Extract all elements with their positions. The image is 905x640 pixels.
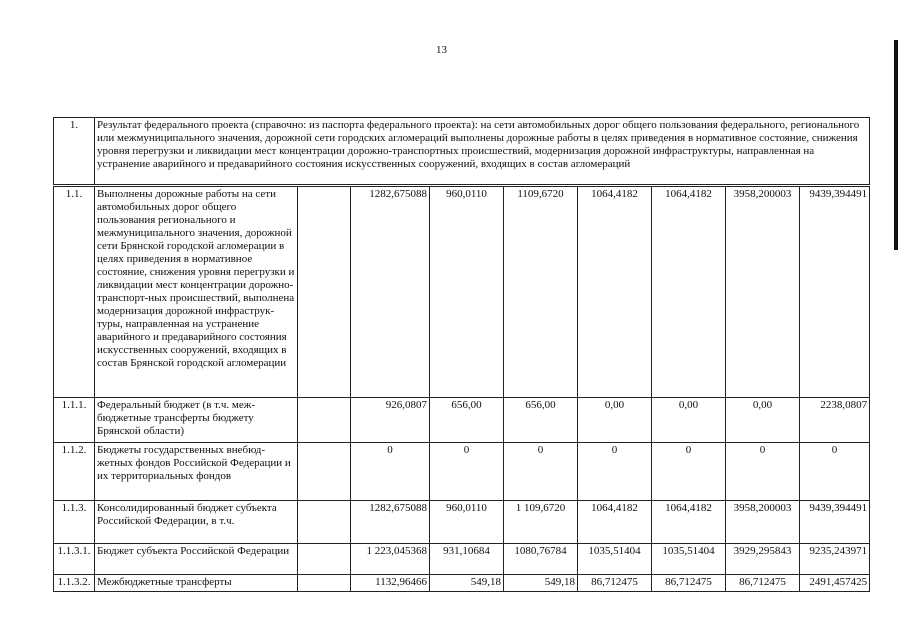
value-cell: 1064,4182 (652, 501, 726, 544)
value-cell: 960,0110 (430, 501, 504, 544)
table-row (54, 575, 870, 592)
row-code: 1.1.2. (54, 443, 95, 501)
row-name: Межбюджетные трансферты (95, 575, 298, 592)
value-cell: 656,00 (504, 398, 578, 443)
value-cell: 1080,76784 (504, 544, 578, 575)
value-cell: 0 (504, 443, 578, 501)
budget-table (53, 117, 870, 592)
row-name: Выполнены дорожные работы на сети автомобильных дорог общего пользования регионального и межмуниципального значения, дорожной сети Брянской городской агломерации в целях приведения в нормативное состояние, снижения уровня перегрузки и ликвидации мест концентрации дорожно-транспорт-ных происшествий, выполнена модернизация дорожной инфраструк-туры, направленная на устранение аварийного и предаварийного состояния искусственных сооружений, входящих в состав Брянской городской агломерации (95, 186, 298, 398)
value-cell: 1282,675088 (351, 501, 430, 544)
value-cell: 960,0110 (430, 186, 504, 398)
value-cell: 1 223,045368 (351, 544, 430, 575)
value-cell: 1064,4182 (578, 501, 652, 544)
value-cell: 656,00 (430, 398, 504, 443)
value-cell: 0 (726, 443, 800, 501)
value-cell: 0 (430, 443, 504, 501)
row-name: Федеральный бюджет (в т.ч. меж-бюджетные трансферты бюджету Брянской области) (95, 398, 298, 443)
value-cell: 0 (578, 443, 652, 501)
value-cell: 86,712475 (652, 575, 726, 592)
value-cell: 3929,295843 (726, 544, 800, 575)
value-cell: 1109,6720 (504, 186, 578, 398)
value-cell: 1282,675088 (351, 186, 430, 398)
value-cell: 0,00 (578, 398, 652, 443)
value-cell: 549,18 (430, 575, 504, 592)
value-cell: 1 109,6720 (504, 501, 578, 544)
row-code: 1.1. (54, 186, 95, 398)
value-cell: 86,712475 (726, 575, 800, 592)
empty-cell (298, 575, 351, 592)
row-code: 1.1.3.1. (54, 544, 95, 575)
value-cell: 3958,200003 (726, 186, 800, 398)
row-code: 1.1.3. (54, 501, 95, 544)
page-number: 13 (436, 44, 447, 56)
value-cell: 0 (351, 443, 430, 501)
table-row (54, 501, 870, 544)
table-row (54, 443, 870, 501)
row-name: Бюджеты государственных внебюд-жетных фондов Российской Федерации и их территориальных фондов (95, 443, 298, 501)
value-cell: 1035,51404 (652, 544, 726, 575)
value-cell: 0,00 (726, 398, 800, 443)
empty-cell (298, 443, 351, 501)
value-cell: 549,18 (504, 575, 578, 592)
value-cell: 931,10684 (430, 544, 504, 575)
empty-cell (298, 501, 351, 544)
value-cell: 0 (800, 443, 870, 501)
table-row (54, 398, 870, 443)
value-cell: 1132,96466 (351, 575, 430, 592)
empty-cell (298, 398, 351, 443)
value-cell: 9235,243971 (800, 544, 870, 575)
table-row (54, 186, 870, 398)
value-cell: 2491,457425 (800, 575, 870, 592)
empty-cell (298, 544, 351, 575)
section-code: 1. (54, 118, 95, 186)
value-cell: 1064,4182 (578, 186, 652, 398)
value-cell: 9439,394491 (800, 186, 870, 398)
section-row (54, 118, 870, 186)
value-cell: 9439,394491 (800, 501, 870, 544)
table-row (54, 544, 870, 575)
empty-cell (298, 186, 351, 398)
value-cell: 1064,4182 (652, 186, 726, 398)
value-cell: 3958,200003 (726, 501, 800, 544)
row-name: Консолидированный бюджет субъекта Российской Федерации, в т.ч. (95, 501, 298, 544)
value-cell: 0,00 (652, 398, 726, 443)
value-cell: 1035,51404 (578, 544, 652, 575)
row-code: 1.1.3.2. (54, 575, 95, 592)
section-text: Результат федерального проекта (справочно: из паспорта федерального проекта): на сети автомобильных дорог общего пользования федерального, регионального или межмуниципального значения, дорожной сети городских агломераций выполнены дорожные работы в целях приведения в нормативное состояние, снижения уровня перегрузки и ликвидации мест концентрации дорожно-транспортных происшествий, модернизация дорожной инфраструктуры, направленная на устранение аварийного и предаварийного состояния искусственных сооружений, входящих в состав агломераций (95, 118, 870, 186)
row-name: Бюджет субъекта Российской Федерации (95, 544, 298, 575)
margin-bar (894, 40, 898, 250)
value-cell: 86,712475 (578, 575, 652, 592)
value-cell: 2238,0807 (800, 398, 870, 443)
value-cell: 926,0807 (351, 398, 430, 443)
row-code: 1.1.1. (54, 398, 95, 443)
value-cell: 0 (652, 443, 726, 501)
